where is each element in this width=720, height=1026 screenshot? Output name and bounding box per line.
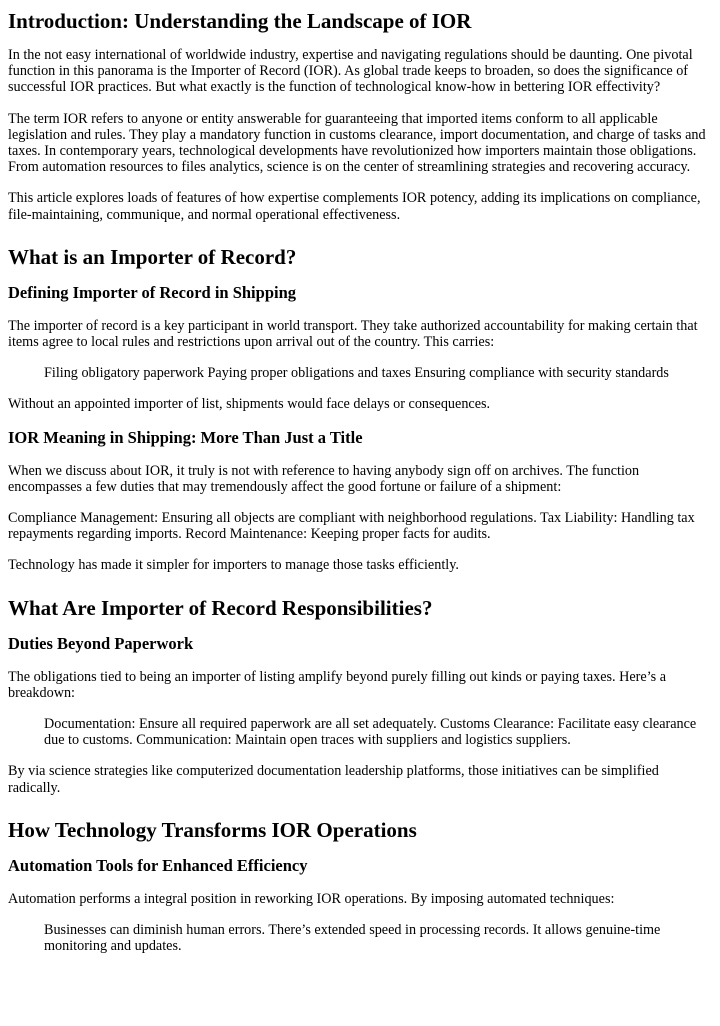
automation-quote: Businesses can diminish human errors. There’s extended speed in processing records. It allows genuine-time monitoring and updates. xyxy=(44,922,661,955)
intro-paragraph-1: In the not easy international of worldwide industry, expertise and navigating regulations should be daunting. One pivotal function in this panorama is the Importer of Record (IOR). As global trade keeps to broaden, so does the significance of successful IOR practices. But what exactly is the function of technological know-how in bettering IOR effectivity? xyxy=(8,47,693,96)
defining-ior-quote: Filing obligatory paperwork Paying proper obligations and taxes Ensuring compliance with security standards xyxy=(44,365,669,382)
duties-heading: Duties Beyond Paperwork xyxy=(8,633,194,653)
what-is-heading: What is an Importer of Record? xyxy=(8,244,297,269)
ior-meaning-heading: IOR Meaning in Shipping: More Than Just a Title xyxy=(8,427,363,447)
ior-meaning-paragraph-2: Compliance Management: Ensuring all objects are compliant with neighborhood regulations. Tax Liability: Handling tax repayments regarding imports. Record Maintenance: Keeping proper facts for audits. xyxy=(8,510,695,543)
duties-paragraph-2: By via science strategies like computerized documentation leadership platforms, those initiatives can be simplified radically. xyxy=(8,763,659,796)
automation-heading: Automation Tools for Enhanced Efficiency xyxy=(8,855,308,875)
duties-paragraph-1: The obligations tied to being an importer of listing amplify beyond purely filling out kinds or paying taxes. Here’s a breakdown: xyxy=(8,668,667,701)
defining-ior-heading: Defining Importer of Record in Shipping xyxy=(8,282,297,302)
ior-meaning-paragraph-1: When we discuss about IOR, it truly is not with reference to having anybody sign off on archives. The function encompasses a few duties that may tremendously affect the good fortune or failure of a shipment: xyxy=(8,462,640,495)
ior-meaning-paragraph-3: Technology has made it simpler for importers to manage those tasks efficiently. xyxy=(8,557,459,574)
article xyxy=(0,9,720,954)
duties-quote: Documentation: Ensure all required paperwork are all set adequately. Customs Clearance: Facilitate easy clearance due to customs. Communication: Maintain open traces with suppliers and logistics suppliers. xyxy=(44,716,697,749)
defining-ior-paragraph-2: Without an appointed importer of list, shipments would face delays or consequences. xyxy=(8,396,491,413)
automation-paragraph-1: Automation performs a integral position in reworking IOR operations. By imposing automated techniques: xyxy=(8,890,615,907)
intro-heading: Introduction: Understanding the Landscape of IOR xyxy=(8,9,472,33)
technology-heading: How Technology Transforms IOR Operations xyxy=(8,817,417,842)
responsibilities-heading: What Are Importer of Record Responsibilities? xyxy=(8,595,433,620)
defining-ior-paragraph-1: The importer of record is a key participant in world transport. They take authorized accountability for making certain that items agree to local rules and restrictions upon arrival out of the country. This carries: xyxy=(8,317,698,351)
intro-paragraph-3: This article explores loads of features of how expertise complements IOR potency, adding its implications on compliance, file-maintaining, communique, and normal operational effectiveness. xyxy=(8,190,701,223)
intro-paragraph-2: The term IOR refers to anyone or entity answerable for guaranteeing that imported items conform to all applicable legislation and rules. They play a mandatory function in customs clearance, import documentation, and charge of tasks and taxes. In contemporary years, technological developments have revolutionized how importers maintain those obligations. From automation resources to files analytics, science is on the center of streamlining strategies and recovering accuracy. xyxy=(8,110,706,176)
